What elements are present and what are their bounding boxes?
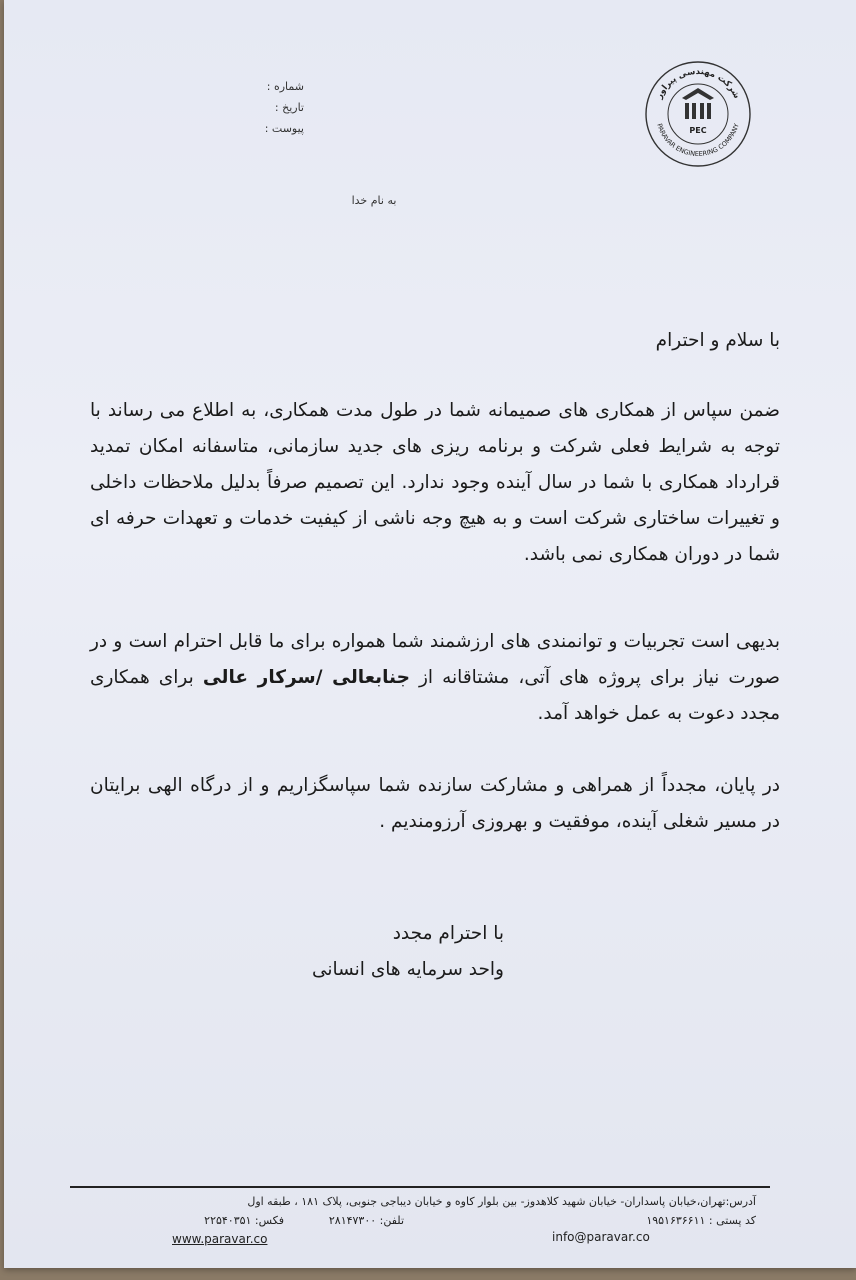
letter-sheet [4,0,856,1268]
footer-email-link[interactable]: info@paravar.co [552,1230,650,1244]
paragraph-2 [90,624,780,732]
footer-fax: فکس: ۲۲۵۴۰۳۵۱ [204,1214,284,1227]
footer-address: آدرس:تهران،خیابان پاسداران- خیابان شهید کلاهدوز- بین بلوار کاوه و خیابان دیباجی جنوبی، پلاک ۱۸۱ ، طبقه اول [247,1195,756,1208]
paragraph-3: در پایان، مجدداً از همراهی و مشارکت سازنده شما سپاسگزاریم و از درگاه الهی برایتان در مسیر شغلی آینده، موفقیت و بهروزی آرزومندیم . [90,775,780,832]
footer-divider [70,1186,770,1188]
logo-name-fa: شرکت مهندسی پیراور [654,66,742,101]
company-logo [642,58,754,170]
paragraph-2-part-2: برای همکاری مجدد دعوت به عمل خواهد آمد. [90,667,780,724]
greeting: با سلام و احترام [655,330,780,351]
closing-block [304,916,504,988]
ref-date-label: تاریخ : [274,101,304,114]
paragraph-1: ضمن سپاس از همکاری های صمیمانه شما در طول مدت همکاری، به اطلاع می رساند با توجه به شرایط فعلی شرکت و برنامه ریزی های جدید سازمانی، متاسفانه امکان تمدید قرارداد همکاری با شما در سال آینده وجود ندارد. این تصمیم صرفاً بدلیل ملاحظات داخلی و تغییرات ساختاری شرکت است و به هیچ وجه ناشی از کیفیت خدمات و تعهدات حرفه ای شما در دوران همکاری نمی باشد. [90,400,780,565]
reference-fields [204,76,304,139]
paragraph-2-part-1: بدیهی است تجربیات و توانمندی های ارزشمند شما همواره برای ما قابل احترام است و در صورت نیاز برای پروژه های آتی، مشتاقانه از [90,631,780,688]
ref-attachment-label: پیوست : [264,122,304,135]
bismillah: به نام خدا [351,194,397,207]
logo-name-en: PARAVAR ENGINEERING COMPANY [655,122,741,159]
logo-abbr: PEC [689,126,707,135]
company-seal-icon [642,58,754,170]
closing-regards: با احترام مجدد [392,923,504,944]
footer-postal-code: کد پستی : ۱۹۵۱۶۳۶۶۱۱ [646,1214,756,1227]
footer-phone: تلفن: ۲۸۱۴۷۳۰۰ [328,1214,404,1227]
addressee-title: جنابعالی /سرکار عالی [202,667,410,688]
ref-number-label: شماره : [266,80,304,93]
footer-website-link[interactable]: www.paravar.co [172,1232,268,1246]
closing-department: واحد سرمایه های انسانی [311,959,504,980]
